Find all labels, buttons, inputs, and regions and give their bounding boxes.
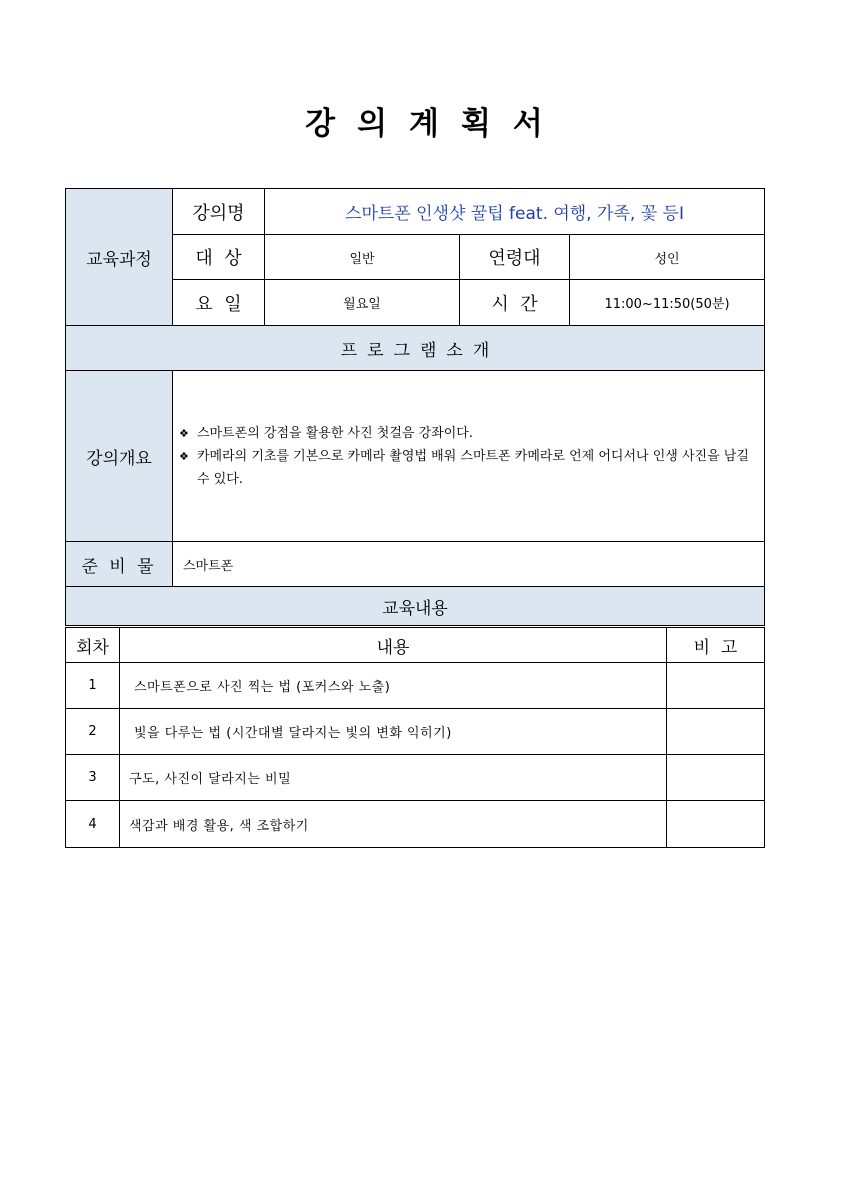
day-label: 요 일 bbox=[173, 280, 265, 326]
overview-label: 강의개요 bbox=[66, 371, 173, 542]
overview-item bbox=[179, 445, 756, 491]
session-note bbox=[667, 801, 765, 848]
session-content: 빛을 다루는 법 (시간대별 달라지는 빛의 변화 익히기) bbox=[120, 709, 667, 755]
session-note bbox=[667, 709, 765, 755]
overview-item bbox=[179, 422, 756, 445]
col-note-header: 비 고 bbox=[667, 628, 765, 663]
session-number: 2 bbox=[66, 709, 120, 755]
table-row bbox=[66, 663, 765, 709]
diamond-bullet-icon: ❖ bbox=[179, 449, 189, 463]
session-content: 색감과 배경 활용, 색 조합하기 bbox=[120, 801, 667, 848]
session-number: 4 bbox=[66, 801, 120, 848]
time-value: 11:00~11:50(50분) bbox=[570, 280, 765, 326]
document-title: 강의계획서 bbox=[305, 106, 565, 142]
age-value: 성인 bbox=[570, 235, 765, 280]
content-table bbox=[65, 627, 765, 848]
session-content: 구도, 사진이 달라지는 비밀 bbox=[120, 755, 667, 801]
course-section-label: 교육과정 bbox=[66, 189, 173, 326]
table-row bbox=[66, 801, 765, 848]
diamond-bullet-icon: ❖ bbox=[179, 426, 189, 440]
content-header: 교육내용 bbox=[66, 587, 765, 626]
overview-item-text: 스마트폰의 강점을 활용한 사진 첫걸음 강좌이다. bbox=[197, 425, 473, 441]
overview-content bbox=[173, 371, 765, 542]
col-session-header: 회차 bbox=[66, 628, 120, 663]
course-info-table bbox=[65, 188, 765, 626]
session-note bbox=[667, 663, 765, 709]
overview-item-text: 카메라의 기초를 기본으로 카메라 촬영법 배워 스마트폰 카메라로 언제 어디서나 인생 사진을 남길 수 있다. bbox=[197, 448, 749, 487]
course-name-value: 스마트폰 인생샷 꿀팁 feat. 여행, 가족, 꽃 등Ⅰ bbox=[265, 189, 765, 235]
course-name-label: 강의명 bbox=[173, 189, 265, 235]
materials-value: 스마트폰 bbox=[173, 542, 765, 587]
session-content: 스마트폰으로 사진 찍는 법 (포커스와 노출) bbox=[120, 663, 667, 709]
program-intro-header: 프로그램소개 bbox=[66, 326, 765, 371]
materials-label: 준 비 물 bbox=[66, 542, 173, 587]
day-value: 월요일 bbox=[265, 280, 460, 326]
target-value: 일반 bbox=[265, 235, 460, 280]
time-label: 시 간 bbox=[460, 280, 570, 326]
session-number: 1 bbox=[66, 663, 120, 709]
table-row bbox=[66, 709, 765, 755]
col-content-header: 내용 bbox=[120, 628, 667, 663]
age-label: 연령대 bbox=[460, 235, 570, 280]
target-label: 대 상 bbox=[173, 235, 265, 280]
session-note bbox=[667, 755, 765, 801]
table-row bbox=[66, 755, 765, 801]
session-number: 3 bbox=[66, 755, 120, 801]
